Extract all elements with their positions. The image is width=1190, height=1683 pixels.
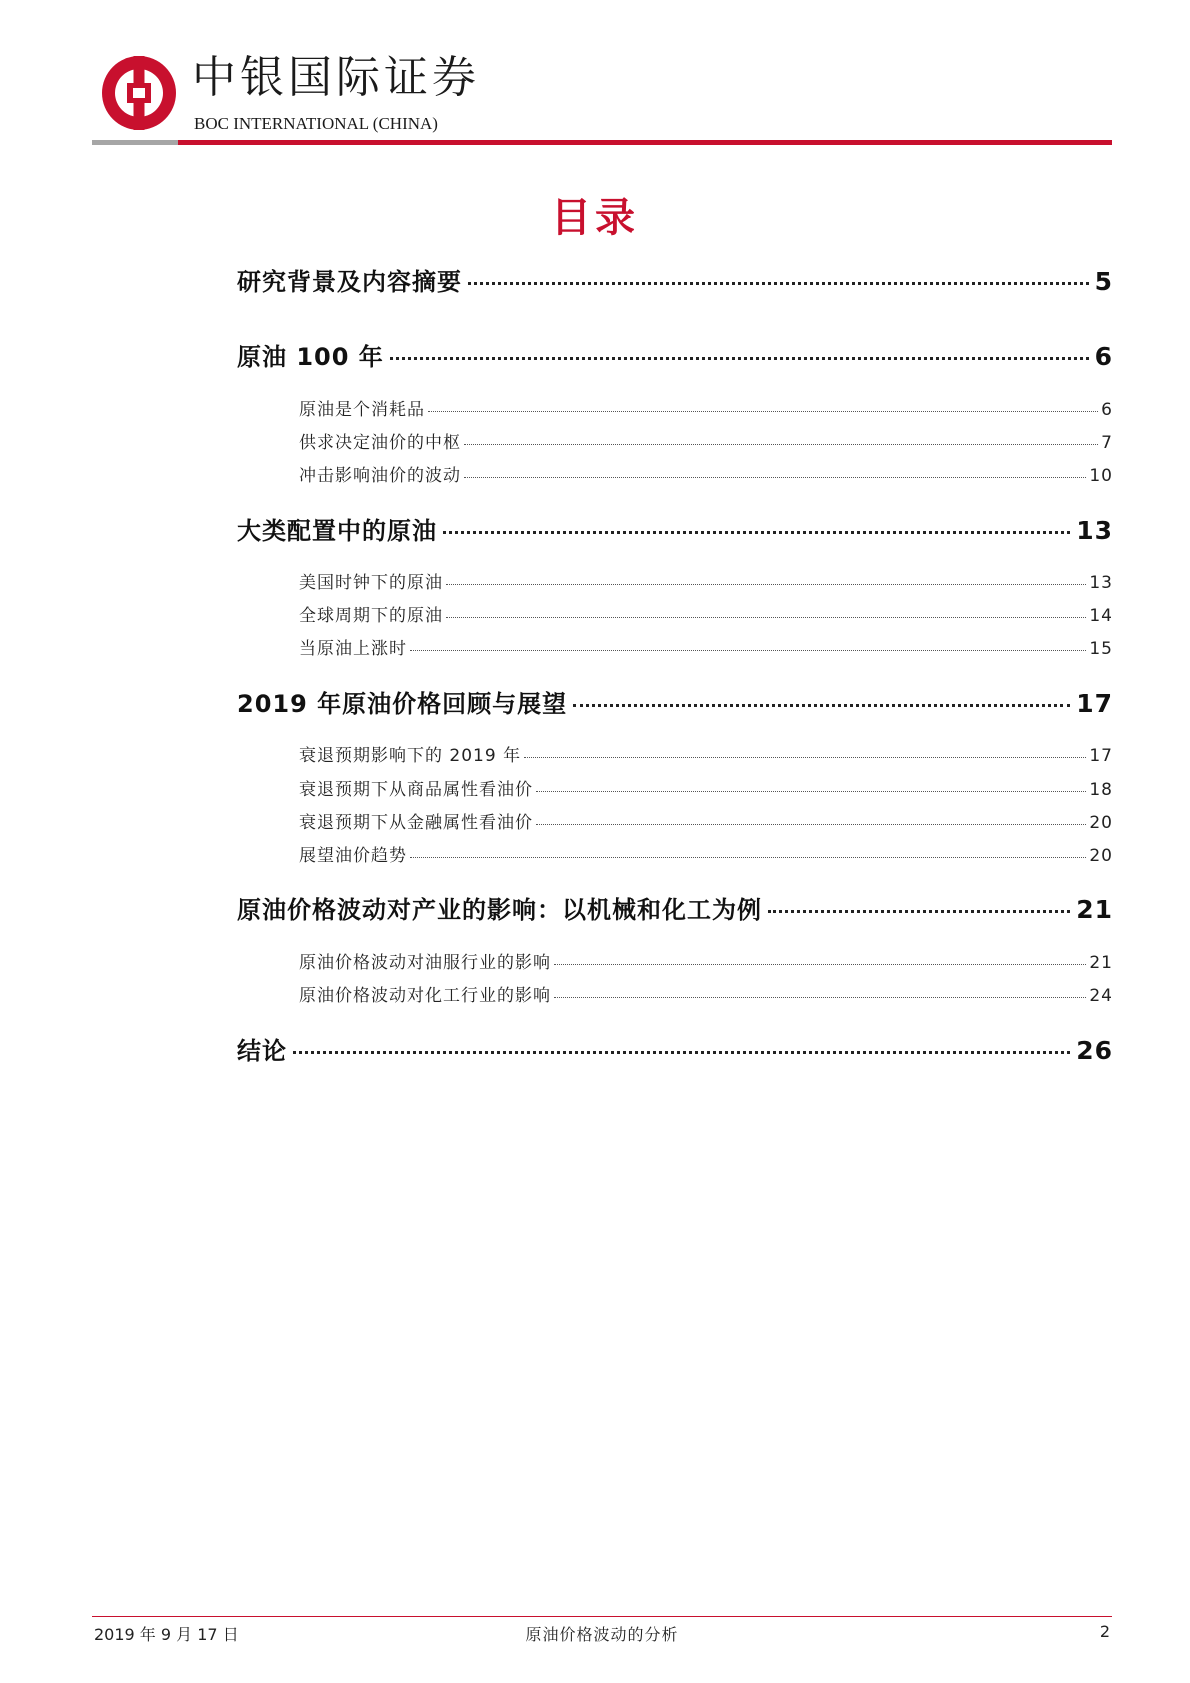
toc-subentry-page: 20: [1089, 846, 1113, 866]
toc-entry-page: 26: [1076, 1036, 1113, 1065]
toc-subentry-label: 展望油价趋势: [299, 846, 407, 866]
toc-entry-page: 13: [1076, 516, 1113, 545]
toc-dot-leader: [554, 997, 1086, 998]
toc-entry-label: 原油价格波动对产业的影响：以机械和化工为例: [237, 896, 762, 924]
report-header: [92, 50, 1112, 150]
toc-subentry[interactable]: [299, 601, 1113, 626]
toc-title: 目录: [551, 195, 639, 241]
header-divider-red: [178, 140, 1112, 145]
toc-subentry-page: 6: [1101, 400, 1113, 420]
toc-entry-page: 5: [1094, 267, 1113, 296]
toc-subentry[interactable]: [299, 808, 1113, 833]
toc-entry-label: 研究背景及内容摘要: [237, 268, 462, 296]
toc-dot-leader: [524, 757, 1086, 758]
toc-entry-page: 6: [1094, 342, 1113, 371]
footer-date: 2019 年 9 月 17 日: [94, 1625, 239, 1644]
toc-entry-page: 17: [1076, 689, 1113, 718]
footer-divider: [92, 1616, 1112, 1617]
toc-subentry-label: 原油价格波动对化工行业的影响: [299, 986, 551, 1006]
toc-subentry[interactable]: [299, 428, 1113, 453]
toc-subentry-page: 18: [1089, 780, 1113, 800]
toc-entry-label: 大类配置中的原油: [237, 517, 437, 545]
brand-name-en: BOC INTERNATIONAL (CHINA): [194, 114, 438, 133]
toc-subentry-page: 14: [1089, 606, 1113, 626]
boc-logo-icon: [100, 54, 178, 132]
toc-subentry-label: 衰退预期下从商品属性看油价: [299, 780, 533, 800]
footer-report-title: 原油价格波动的分析: [525, 1625, 679, 1644]
toc-subentry[interactable]: [299, 981, 1113, 1006]
toc-entry-label: 2019 年原油价格回顾与展望: [237, 690, 568, 718]
toc-entry-label: 结论: [237, 1037, 287, 1065]
toc-subentry-label: 衰退预期影响下的 2019 年: [299, 746, 522, 766]
toc-subentry[interactable]: [299, 741, 1113, 766]
toc-subentry-page: 15: [1089, 639, 1113, 659]
toc-subentry-page: 20: [1089, 813, 1113, 833]
toc-subentry[interactable]: [299, 568, 1113, 593]
footer-page-number: 2: [1099, 1622, 1110, 1641]
toc-entry[interactable]: [237, 511, 1113, 546]
toc-dot-leader: [573, 704, 1070, 707]
toc-dot-leader: [410, 650, 1086, 651]
toc-dot-leader: [536, 824, 1086, 825]
toc-subentry-page: 7: [1101, 433, 1113, 453]
toc-subentry-label: 原油价格波动对油服行业的影响: [299, 953, 551, 973]
toc-subentry[interactable]: [299, 948, 1113, 973]
toc-entry[interactable]: [237, 684, 1113, 719]
toc-entry-page: 21: [1076, 895, 1113, 924]
toc-subentry-label: 供求决定油价的中枢: [299, 433, 461, 453]
toc-subentry-label: 冲击影响油价的波动: [299, 466, 461, 486]
toc-entry[interactable]: [237, 1031, 1113, 1066]
toc-entry-label: 原油 100 年: [237, 343, 384, 371]
toc-entry[interactable]: [237, 337, 1113, 372]
toc-subentry-label: 美国时钟下的原油: [299, 573, 443, 593]
toc-subentry[interactable]: [299, 461, 1113, 486]
toc-dot-leader: [464, 477, 1086, 478]
toc-entry[interactable]: [237, 262, 1113, 297]
report-footer: [92, 1622, 1112, 1648]
toc-subentry[interactable]: [299, 634, 1113, 659]
brand-name-cn: 中银国际证券: [192, 52, 480, 103]
toc-entry[interactable]: [237, 890, 1113, 925]
toc-dot-leader: [443, 531, 1070, 534]
toc-dot-leader: [428, 411, 1098, 412]
toc-subentry-label: 当原油上涨时: [299, 639, 407, 659]
toc-subentry-page: 21: [1089, 953, 1113, 973]
toc-dot-leader: [410, 857, 1086, 858]
toc-subentry-label: 衰退预期下从金融属性看油价: [299, 813, 533, 833]
toc-subentry-label: 原油是个消耗品: [299, 400, 425, 420]
toc-dot-leader: [390, 357, 1089, 360]
toc-dot-leader: [446, 584, 1086, 585]
toc-dot-leader: [536, 791, 1086, 792]
header-divider-grey: [92, 140, 178, 145]
toc-subentry-page: 24: [1089, 986, 1113, 1006]
toc-subentry-page: 17: [1089, 746, 1113, 766]
toc-subentry[interactable]: [299, 395, 1113, 420]
toc-subentry-page: 13: [1089, 573, 1113, 593]
toc-dot-leader: [293, 1051, 1070, 1054]
toc-dot-leader: [446, 617, 1086, 618]
toc-dot-leader: [768, 910, 1070, 913]
toc-subentry-page: 10: [1089, 466, 1113, 486]
toc-subentry-label: 全球周期下的原油: [299, 606, 443, 626]
toc-dot-leader: [464, 444, 1098, 445]
toc-subentry[interactable]: [299, 841, 1113, 866]
toc-dot-leader: [468, 282, 1089, 285]
toc-subentry[interactable]: [299, 775, 1113, 800]
toc-dot-leader: [554, 964, 1086, 965]
